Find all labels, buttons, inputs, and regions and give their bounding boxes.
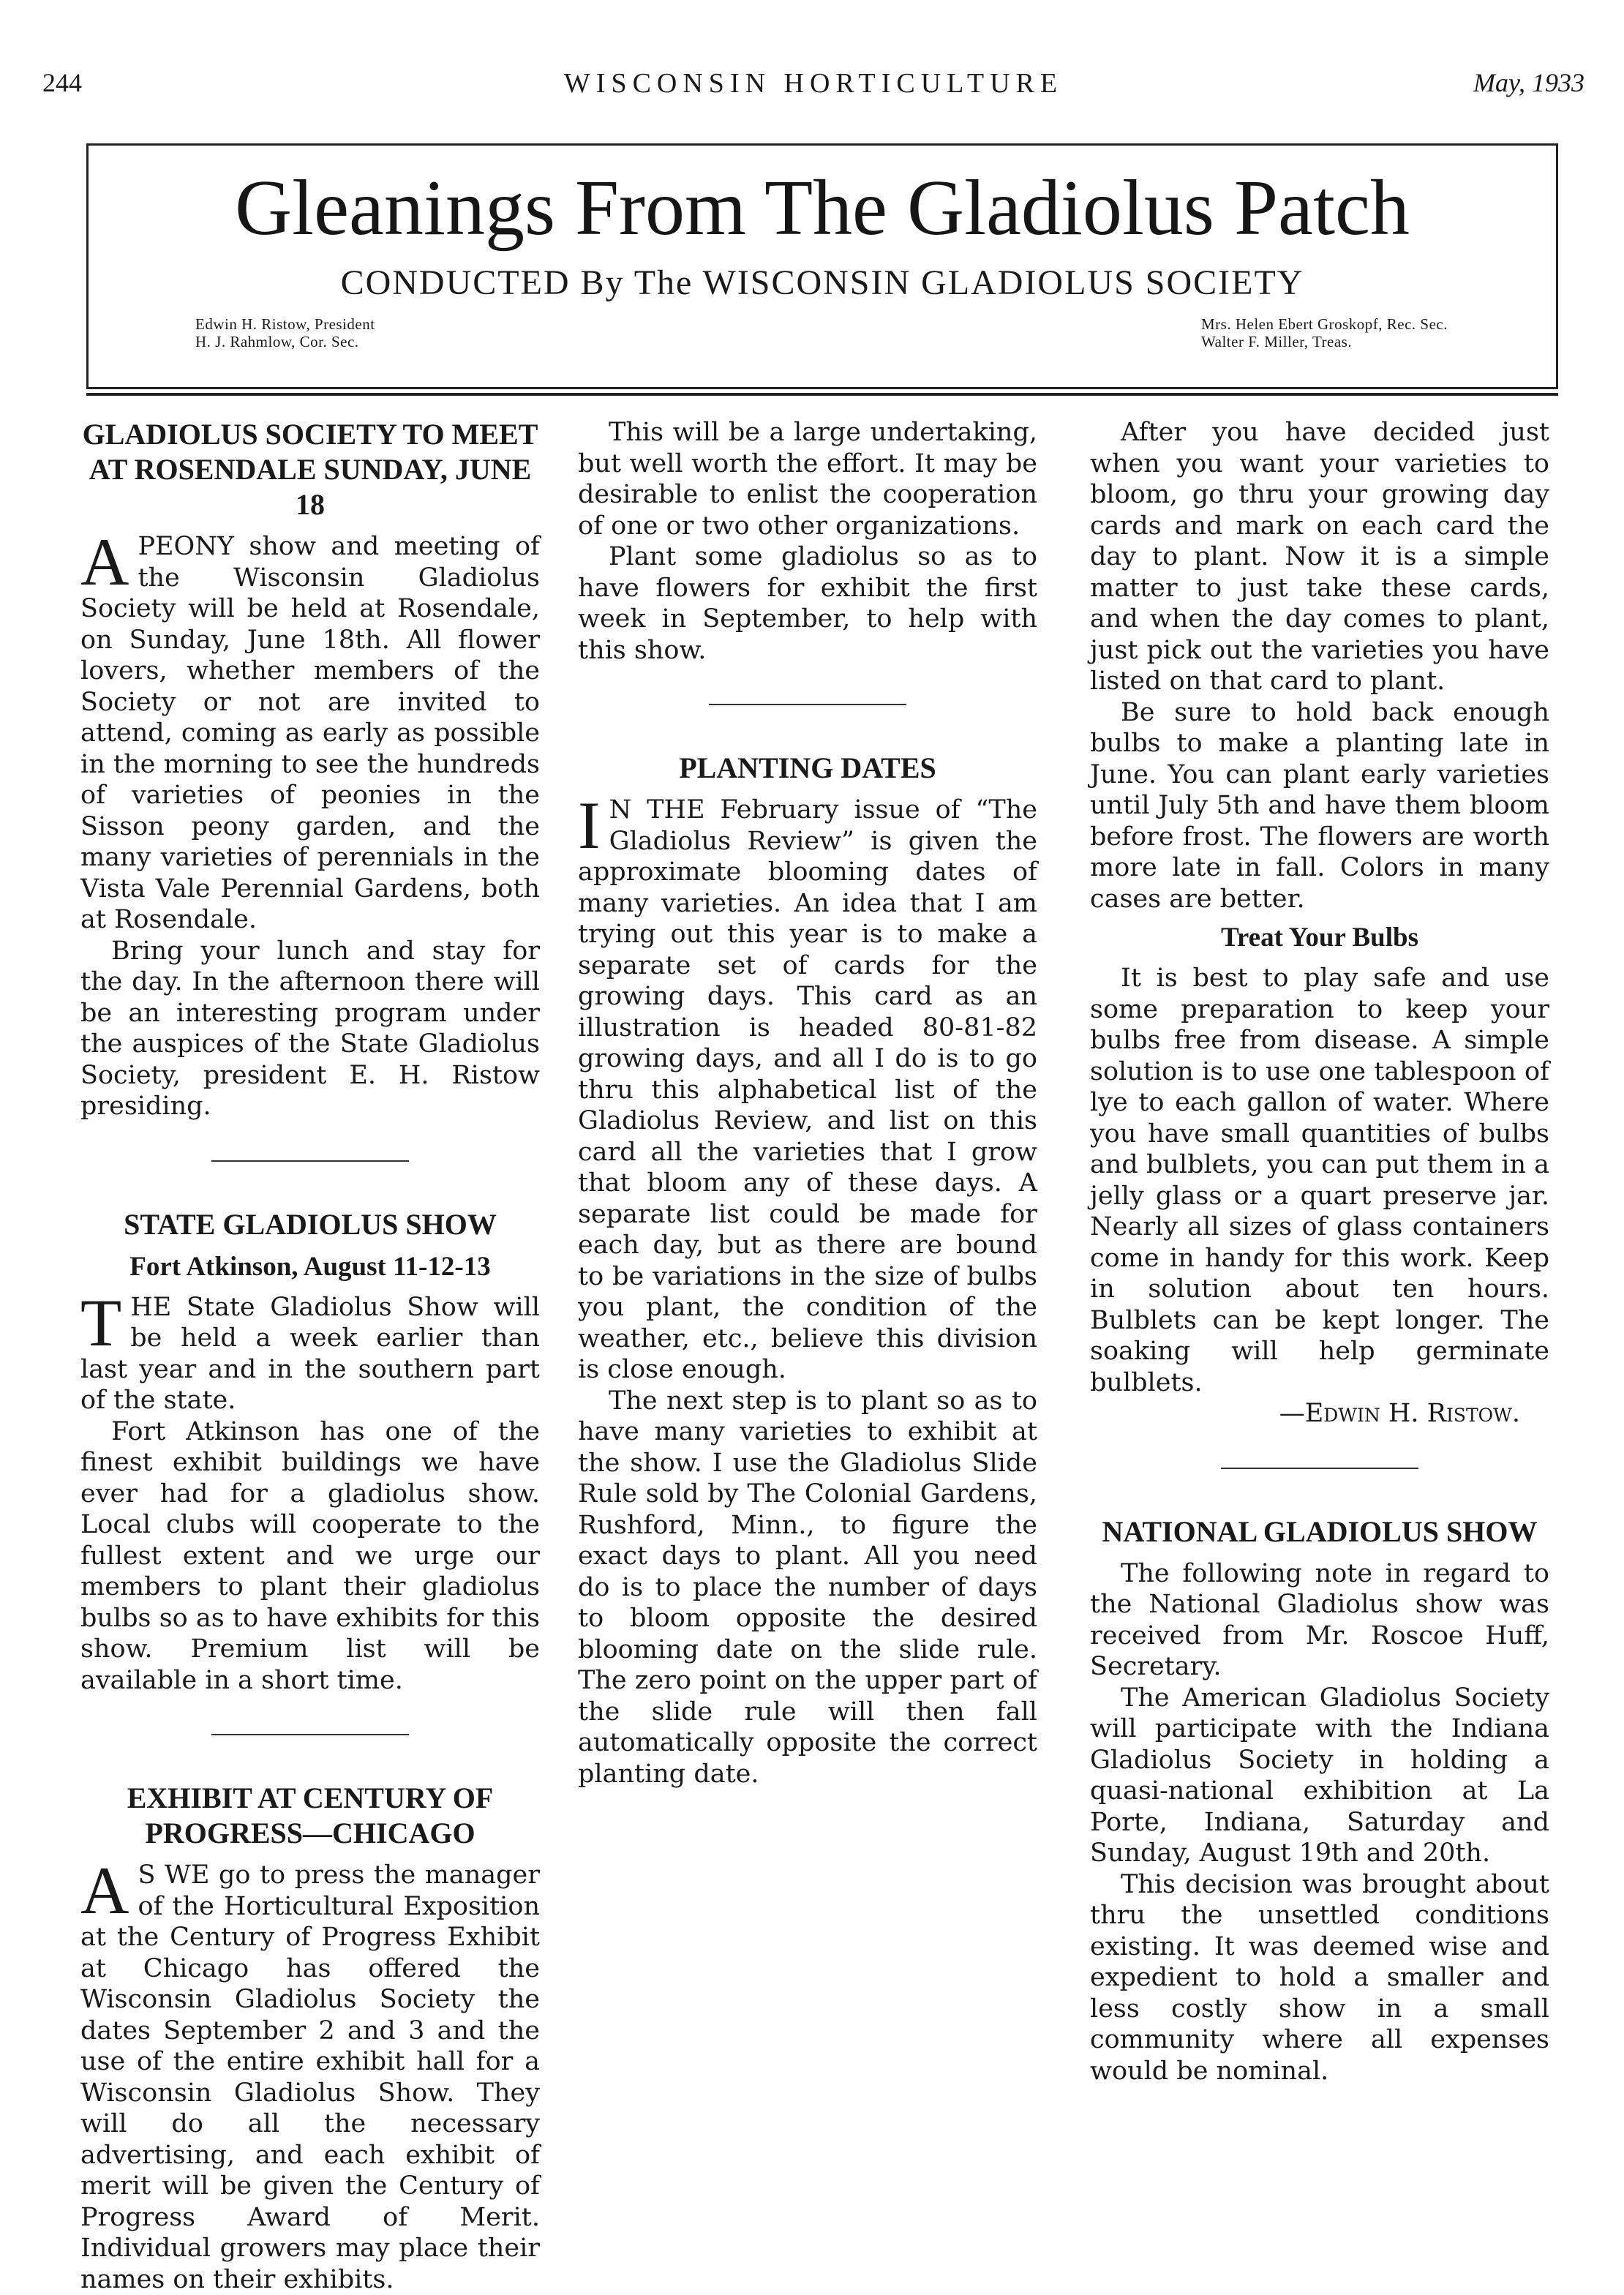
section-divider: [709, 704, 906, 705]
author-signature: —Edwin H. Ristow.: [1279, 1399, 1520, 1428]
officer-rec-sec: Mrs. Helen Ebert Groskopf, Rec. Sec.: [1201, 315, 1448, 333]
officer-cor-sec: H. J. Rahmlow, Cor. Sec.: [195, 333, 359, 350]
drop-cap: A: [80, 525, 129, 599]
article-planting-dates: [578, 751, 1037, 1789]
article-paragraph: Fort Atkinson has one of the finest exhibit buildings we have ever had for a gladiolus show. Local clubs will cooperate to the fullest extent and we urge our members to plant their gladiolus bulbs so as to have exhibits for this show. Premium list will be available in a short time.: [80, 1416, 540, 1695]
article-paragraph: The following note in regard to the National Gladiolus show was received from Mr. Roscoe Huff, Secretary.: [1090, 1558, 1549, 1681]
drop-cap: I: [578, 788, 601, 863]
article-paragraph: I N THE February issue of “The Gladiolus Review” is given the approximate blooming dates of many varieties. An idea that I am trying out this year is to make a separate set of cards for the growing days. This card as an illustration is headed 80-81-82 growing days, and all I do is to go thru this alphabetical list of the Gladiolus Review, and list on this card all the varieties that I grow that bloom any of these days. A separate list could be made for each day, but as there are bound to be variations in the size of bulbs you plant, the condition of the weather, etc., believe this division is close enough.: [578, 788, 1037, 1384]
article-paragraph: A S WE go to press the manager of the Horticultural Exposition at the Century of Progress Exhibit at Chicago has offered the Wisconsin Gladiolus Society the dates September 2 and 3 and the use of the entire exhibit hall for a Wisconsin Gladiolus Show. They will do all the necessary advertising, and each exhibit of merit will be given the Century of Progress Award of Merit. Individual growers may place their names on their exhibits.: [80, 1853, 540, 2294]
article-state-show: [80, 1207, 540, 1697]
column-1: [80, 417, 540, 2295]
article-paragraph: The next step is to plant so as to have many varieties to exhibit at the show. I use the Gladiolus Slide Rule sold by The Colonial Gardens, Rushford, Minn., to figure the exact days to plant. All you need do is to place the number of days to bloom opposite the desired blooming date on the slide rule. The zero point on the upper part of the slide rule will then fall automatically opposite the correct planting date.: [578, 1386, 1037, 1789]
article-paragraph: Be sure to hold back enough bulbs to make a planting late in June. You can plant early varieties until July 5th and have them bloom before frost. The flowers are worth more late in fall. Colors in many cases are better.: [1090, 697, 1549, 914]
masthead: [86, 143, 1558, 389]
article-paragraph: APEONY show and meeting of the Wisconsin Gladiolus Society will be held at Rosendale, on Sunday, June 18th. All flower lovers, whether members of the Society or not are invited to attend, coming as early as possible in the morning to see the hundreds of varieties of peonies in the Sisson peony garden, and the many varieties of perennials in the Vista Vale Perennial Gardens, both at Rosendale.: [80, 525, 540, 934]
drop-cap: A: [80, 1853, 129, 1928]
section-divider: [1221, 1468, 1418, 1469]
drop-cap: T: [80, 1285, 122, 1360]
article-paragraph: This decision was brought about thru the unsettled conditions existing. It was deemed wise and expedient to hold a smaller and less costly show in a small community where all expenses would be nominal.: [1090, 1869, 1549, 2086]
issue-date: May, 1933: [1473, 68, 1584, 97]
publication-title: WISCONSIN HORTICULTURE: [563, 68, 1064, 99]
article-paragraph: This will be a large undertaking, but well worth the effort. It may be desirable to enlist the cooperation of one or two other organizations.: [578, 418, 1037, 541]
officers-right: [1201, 315, 1448, 350]
article-rosendale: [80, 417, 540, 1122]
section-divider: [211, 1160, 409, 1162]
article-heading: EXHIBIT AT CENTURY OF PROGRESS—CHICAGO: [127, 1781, 494, 1849]
article-subheading: Fort Atkinson, August 11-12-13: [129, 1251, 491, 1282]
article-paragraph: After you have decided just when you want your varieties to bloom, go thru your growing day cards and mark on each card the day to plant. Now it is a simple matter to just take these cards, and when the day comes to plant, just pick out the varieties you have listed on that card to plant.: [1090, 418, 1549, 696]
officer-president: Edwin H. Ristow, President: [195, 315, 375, 333]
officer-treasurer: Walter F. Miller, Treas.: [1201, 333, 1353, 350]
article-heading: STATE GLADIOLUS SHOW: [124, 1207, 497, 1241]
article-paragraph: Bring your lunch and stay for the day. In the afternoon there will be an interesting program under the auspices of the State Gladiolus Society, president E. H. Ristow presiding.: [80, 936, 540, 1121]
section-subtitle: CONDUCTED By The WISCONSIN GLADIOLUS SOCIETY: [340, 263, 1304, 302]
article-paragraph: THE State Gladiolus Show will be held a week earlier than last year and in the southern part of the state.: [80, 1285, 540, 1415]
section-divider: [211, 1734, 409, 1735]
article-paragraph: The American Gladiolus Society will participate with the Indiana Gladiolus Society in holding a quasi-national exhibition at La Porte, Indiana, Saturday and Sunday, August 19th and 20th.: [1090, 1683, 1549, 1868]
section-title: Gleanings From The Gladiolus Patch: [235, 165, 1410, 252]
article-heading: GLADIOLUS SOCIETY TO MEET AT ROSENDALE SUNDAY, JUNE 18: [82, 418, 538, 521]
column-2: [578, 417, 1037, 1789]
article-paragraph: Plant some gladiolus so as to have flowers for exhibit the first week in September, to help with this show.: [578, 542, 1037, 665]
officers-left: [195, 315, 375, 350]
article-subheading: Treat Your Bulbs: [1220, 923, 1419, 953]
article-national-show: [1090, 1514, 1549, 2087]
article-heading: NATIONAL GLADIOLUS SHOW: [1102, 1514, 1538, 1548]
article-century-of-progress: [80, 1781, 540, 2295]
article-paragraph: It is best to play safe and use some preparation to keep your bulbs free from disease. A simple solution is to use one tablespoon of lye to each gallon of water. Where you have small quantities of bulbs and bulblets, you can put them in a jelly glass or a quart preserve jar. Nearly all sizes of glass containers come in handy for this work. Keep in solution about ten hours. Bulblets can be kept longer. The soaking will help germinate bulblets.: [1090, 964, 1549, 1397]
page-number: 244: [42, 68, 82, 97]
running-head: [42, 67, 1584, 111]
column-3: [1090, 417, 1549, 2086]
article-heading: PLANTING DATES: [679, 751, 936, 784]
